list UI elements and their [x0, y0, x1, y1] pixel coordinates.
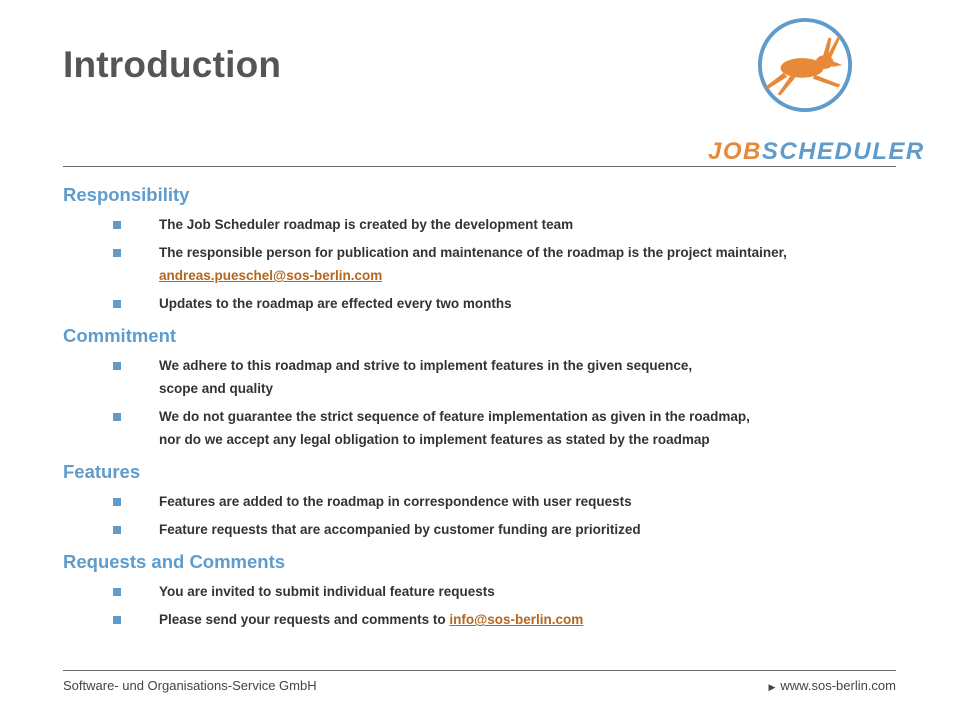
list-item-text: We adhere to this roadmap and strive to implement features in the given sequence, — [159, 358, 693, 373]
list-item — [63, 213, 913, 236]
logo-wordmark-job: JOB — [708, 138, 762, 165]
list-item-text: We do not guarantee the strict sequence of feature implementation as given in the roadmap, — [159, 409, 750, 424]
square-bullet-icon — [113, 362, 121, 370]
square-bullet-icon — [113, 413, 121, 421]
list-item — [63, 354, 913, 400]
bullet-list — [63, 354, 913, 451]
section-responsibility — [63, 183, 913, 315]
jobscheduler-logo — [700, 14, 925, 165]
list-item — [63, 241, 913, 287]
list-item — [63, 608, 913, 631]
list-item-text: Updates to the roadmap are effected every two months — [159, 296, 512, 311]
footer-company: Software- und Organisations-Service GmbH — [63, 678, 317, 693]
triangle-right-icon: ▶ — [768, 682, 776, 692]
list-item-text: Features are added to the roadmap in correspondence with user requests — [159, 494, 632, 509]
section-heading: Requests and Comments — [63, 551, 286, 572]
section-heading: Features — [63, 461, 141, 482]
bullet-list — [63, 580, 913, 631]
page-title: Introduction — [63, 44, 282, 85]
square-bullet-icon — [113, 588, 121, 596]
section-features — [63, 460, 913, 541]
bullet-list — [63, 490, 913, 541]
list-item — [63, 580, 913, 603]
square-bullet-icon — [113, 616, 121, 624]
footer-divider — [63, 670, 896, 671]
list-item-text: You are invited to submit individual feature requests — [159, 584, 495, 599]
rabbit-logo-icon — [756, 16, 854, 114]
section-heading: Commitment — [63, 325, 177, 346]
square-bullet-icon — [113, 221, 121, 229]
list-item-continuation: scope and quality — [159, 381, 274, 396]
footer-website[interactable] — [768, 678, 896, 693]
square-bullet-icon — [113, 498, 121, 506]
square-bullet-icon — [113, 526, 121, 534]
bullet-list — [63, 213, 913, 315]
list-item — [63, 292, 913, 315]
section-requests-comments — [63, 550, 913, 631]
list-item — [63, 490, 913, 513]
list-item-text: Feature requests that are accompanied by customer funding are prioritized — [159, 522, 641, 537]
logo-wordmark-scheduler: SCHEDULER — [761, 138, 925, 165]
square-bullet-icon — [113, 300, 121, 308]
main-content — [63, 183, 913, 640]
section-commitment — [63, 324, 913, 451]
section-heading: Responsibility — [63, 184, 190, 205]
footer-website-link[interactable]: www.sos-berlin.com — [780, 678, 896, 693]
list-item-continuation: nor do we accept any legal obligation to implement features as stated by the roadmap — [159, 432, 710, 447]
info-email-link[interactable]: info@sos-berlin.com — [449, 612, 584, 627]
list-item-text: The Job Scheduler roadmap is created by the development team — [159, 217, 574, 232]
square-bullet-icon — [113, 249, 121, 257]
maintainer-email-link[interactable]: andreas.pueschel@sos-berlin.com — [159, 268, 383, 283]
list-item-text: Please send your requests and comments to — [159, 612, 446, 627]
list-item — [63, 405, 913, 451]
logo-wordmark — [708, 138, 925, 166]
list-item — [63, 518, 913, 541]
list-item-text: The responsible person for publication and maintenance of the roadmap is the project maintainer, — [159, 245, 787, 260]
header-divider — [63, 166, 896, 167]
